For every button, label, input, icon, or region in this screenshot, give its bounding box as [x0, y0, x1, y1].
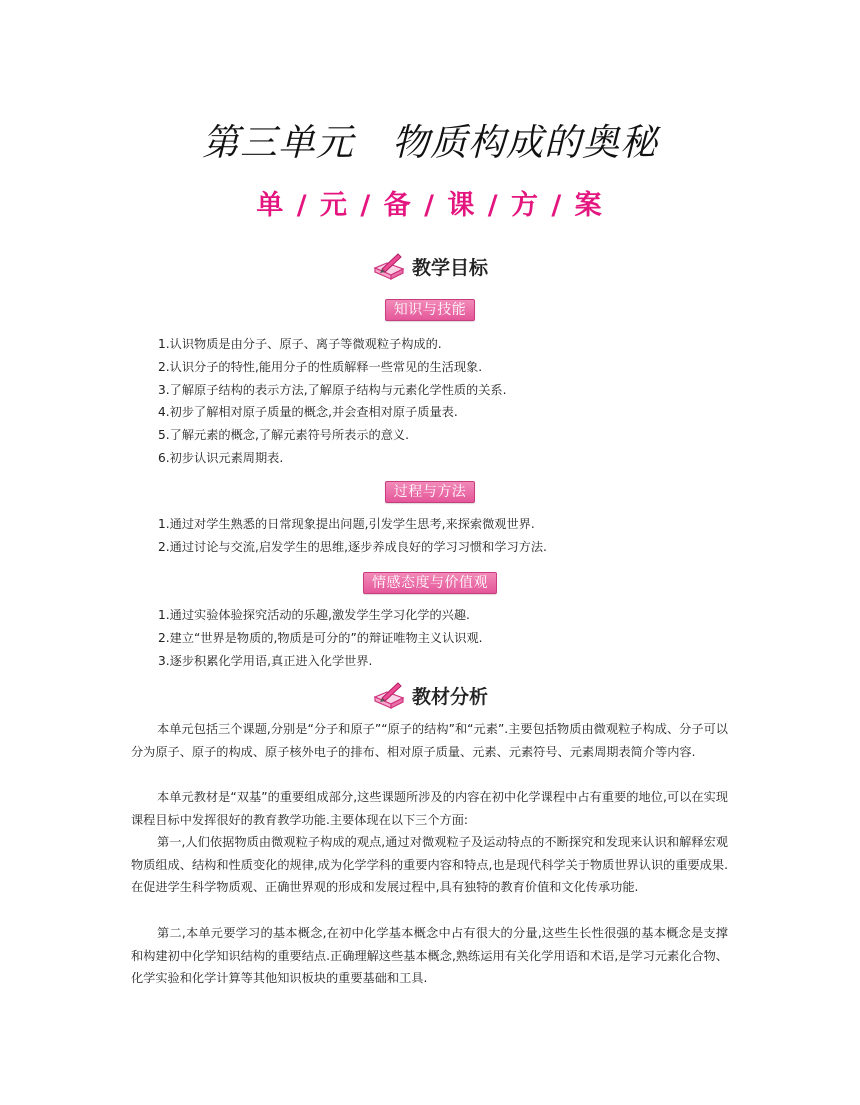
list-process-methods	[158, 513, 758, 559]
paragraph-double-basics: 本单元教材是“双基”的重要组成部分,这些课题所涉及的内容在初中化学课程中占有重要的地位,可以在实现课程目标中发挥很好的教育教学功能.主要体现在以下三个方面:	[131, 790, 728, 827]
section-heading-teaching-goals	[0, 251, 860, 285]
list-item: 4.初步了解相对原子质量的概念,并会查相对原子质量表.	[158, 405, 458, 420]
list-item: 3.了解原子结构的表示方法,了解原子结构与元素化学性质的关系.	[158, 382, 507, 397]
list-item: 2.认识分子的特性,能用分子的性质解释一些常见的生活现象.	[158, 359, 483, 374]
list-item: 2.建立“世界是物质的,物质是可分的”的辩证唯物主义认识观.	[158, 630, 483, 645]
badge-knowledge-skills: 知识与技能	[0, 299, 860, 321]
section-heading-label: 教学目标	[411, 256, 488, 279]
badge-process-methods: 过程与方法	[0, 481, 860, 503]
list-item: 3.逐步积累化学用语,真正进入化学世界.	[158, 653, 373, 668]
list-item: 5.了解元素的概念,了解元素符号所表示的意义.	[158, 428, 409, 443]
list-item: 1.认识物质是由分子、原子、离子等微观粒子构成的.	[158, 337, 442, 351]
paragraph-first-point: 第一,人们依据物质由微观粒子构成的观点,通过对微观粒子及运动特点的不断探究和发现来认识和解释宏观物质组成、结构和性质变化的规律,成为化学学科的重要内容和特点,也是现代科学关于物质世界认识的重要成果.在促进学生科学物质观、正确世界观的形成和发展过程中,具有独特的教育价值和文化传承功能.	[131, 835, 728, 895]
badge-emotion-values: 情感态度与价值观	[0, 572, 860, 594]
list-item: 6.初步认识元素周期表.	[158, 450, 284, 465]
paragraph-second-point: 第二,本单元要学习的基本概念,在初中化学基本概念中占有很大的分量,这些生长性很强的基本概念是支撑和构建初中化学知识结构的重要结点.正确理解这些基本概念,熟练运用有关化学用语和术语,是学习元素化合物、化学实验和化学计算等其他知识板块的重要基础和工具.	[131, 926, 728, 986]
page-title: 第三单元 物质构成的奥秘	[202, 121, 658, 164]
pencil-book-icon	[372, 680, 406, 710]
list-item: 2.通过讨论与交流,启发学生的思维,逐步养成良好的学习习惯和学习方法.	[158, 539, 547, 554]
section-heading-label: 教材分析	[411, 685, 488, 708]
list-item: 1.通过实验体验探究活动的乐趣,激发学生学习化学的兴趣.	[158, 608, 470, 622]
pencil-book-icon	[372, 251, 406, 281]
list-item: 1.通过对学生熟悉的日常现象提出问题,引发学生思考,来探索微观世界.	[158, 517, 535, 531]
page-subtitle: 单 / 元 / 备 / 课 / 方 / 案	[256, 190, 604, 221]
list-emotion-values	[158, 604, 758, 672]
section-heading-material-analysis	[0, 680, 860, 714]
list-knowledge-skills	[158, 333, 758, 470]
paragraph-unit-overview: 本单元包括三个课题,分别是“分子和原子”“原子的结构”和“元素”.主要包括物质由微观粒子构成、分子可以分为原子、原子的构成、原子核外电子的排布、相对原子质量、元素、元素符号、元素周期表简介等内容.	[131, 722, 728, 759]
